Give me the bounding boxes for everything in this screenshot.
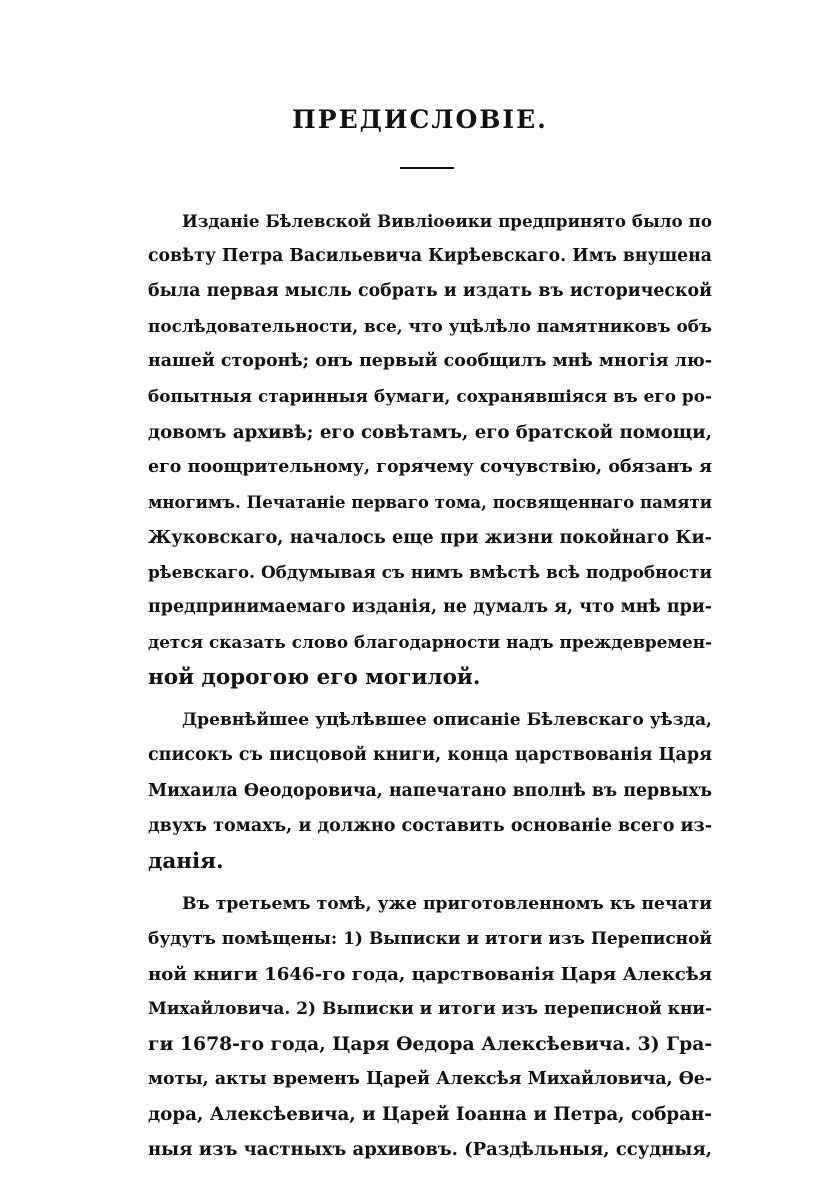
text-line: многимъ. Печатаніе перваго тома, посвященнаго памяти [148,491,712,512]
paragraph-3 [148,887,712,1168]
text-line: будутъ помѣщены: 1) Выписки и итоги изъ Переписной [148,928,712,949]
title-rule [400,167,454,169]
text-line: рѣевскаго. Обдумывая съ нимъ вмѣстѣ всѣ подробности [148,561,712,582]
text-line: дется сказать слово благодарности надъ преждевремен- [148,632,712,653]
text-line: Жуковскаго, началось еще при жизни покойнаго Ки- [148,526,712,548]
body-text [148,204,712,1168]
text-line: Михаила Ѳеодоровича, напечатано вполнѣ въ первыхъ [148,780,712,801]
text-line: послѣдовательности, все, что уцѣлѣло памятниковъ объ [148,316,712,337]
text-line: его поощрительному, горячему сочувствію, обязанъ я [148,456,712,477]
text-line: Древнѣйшее уцѣлѣвшее описаніе Бѣлевскаго уѣзда, [182,710,712,731]
text-line: ныя изъ частныхъ архивовъ. (Раздѣльныя, ссудныя, [148,1139,712,1161]
text-line: нашей сторонѣ; онъ первый сообщилъ мнѣ многія лю- [148,351,712,372]
text-line: двухъ томахъ, и должно составить основаніе всего из- [148,815,712,836]
text-line: Въ третьемъ томѣ, уже приготовленномъ къ печати [182,893,712,914]
text-line: бопытныя старинныя бумаги, сохранявшіяся въ его ро- [148,386,712,407]
text-line: была первая мысль собрать и издать въ исторической [148,281,712,302]
text-line: дора, Алексѣевича, и Царей Іоанна и Петра, собран- [148,1104,712,1126]
text-line: ной дорогою его могилой. [148,665,481,691]
text-line: Изданіе Бѣлевской Вивліоѳики предпринято было по [182,211,712,231]
text-line: данія. [148,848,224,874]
text-line: довомъ архивѣ; его совѣтамъ, его братской помощи, [148,421,712,443]
text-line: моты, акты временъ Царей Алексѣя Михайловича, Ѳе- [148,1069,712,1090]
paragraph-1 [148,204,712,695]
text-line: Михайловича. 2) Выписки и итоги изъ переписной кни- [148,999,713,1020]
text-line: ной книги 1646-го года, царствованія Царя Алексѣя [148,963,712,985]
paragraph-2 [148,703,712,878]
text-line: ги 1678-го года, Царя Ѳедора Алексѣевича. 3) Гра- [148,1033,713,1056]
text-line: совѣту Петра Васильевича Кирѣевскаго. Имъ внушена [148,246,712,267]
text-line: списокъ съ писцовой книги, конца царствованія Царя [148,745,712,766]
text-line: предпринимаемаго изданія, не думалъ я, что мнѣ при- [148,597,712,618]
page-title: ПРЕДИСЛОВІЕ. [292,105,548,134]
